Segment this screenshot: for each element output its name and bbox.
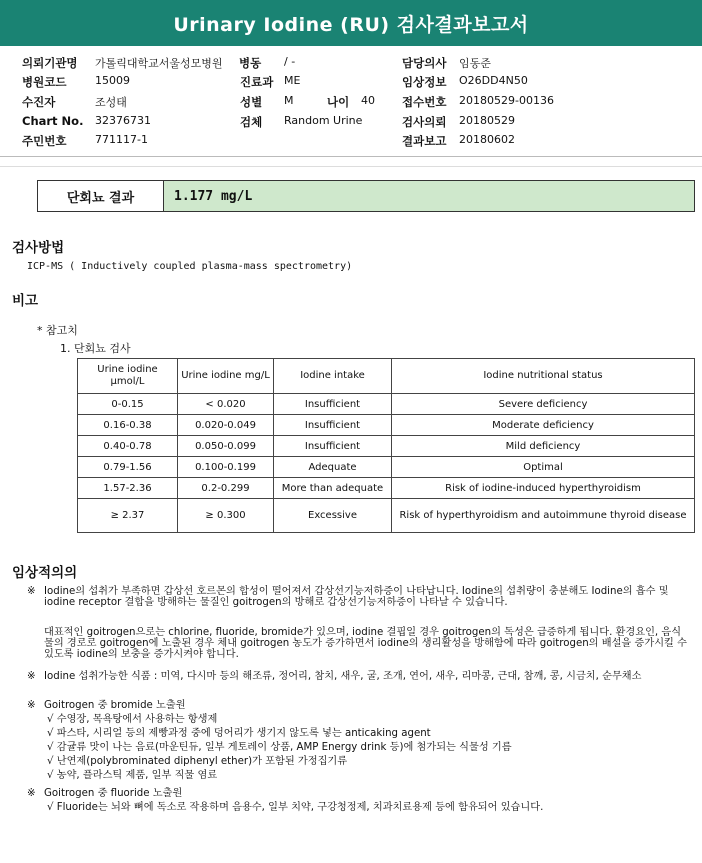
clinical-heading: 임상적의의	[12, 565, 78, 581]
receipt-label: 접수번호	[402, 95, 447, 109]
info-row-3	[22, 94, 554, 112]
table-cell: 0.40-0.78	[78, 436, 178, 457]
table-cell: Mild deficiency	[392, 436, 695, 457]
doctor-value: 임동준	[459, 57, 491, 70]
info-row-1	[22, 55, 491, 73]
ward-value: / -	[284, 55, 296, 68]
table-cell: 0.100-0.199	[178, 457, 274, 478]
table-cell: ≥ 0.300	[178, 499, 274, 533]
iodine-foods-text: Iodine 섭취가능한 식품 : 미역, 다시마 등의 해조류, 정어리, 참치, 새우, 굴, 조개, 연어, 새우, 리마콩, 근대, 참깨, 콩, 시금치, 순무채소	[44, 671, 642, 682]
note-mark: ※	[27, 700, 36, 711]
dept-label: 진료과	[240, 75, 274, 89]
age-value: 40	[361, 94, 375, 107]
table-cell: 0.020-0.049	[178, 415, 274, 436]
reference-table	[77, 358, 695, 533]
table-cell: < 0.020	[178, 394, 274, 415]
report-title: Urinary Iodine (RU) 검사결과보고서	[173, 13, 529, 36]
age-label: 나이	[327, 95, 350, 109]
sex-value: M	[284, 94, 294, 107]
table-cell: 0.16-0.38	[78, 415, 178, 436]
hospital-code-value: 15009	[95, 74, 130, 87]
table-row	[78, 478, 695, 499]
table-row	[78, 415, 695, 436]
table-row	[78, 457, 695, 478]
request-value: 20180529	[459, 114, 515, 127]
list-item: √ 파스타, 시리얼 등의 제빵과정 중에 덩어리가 생기지 않도록 넣는 anticaking agent	[47, 728, 431, 739]
table-header: Urine iodine μmol/L	[78, 359, 178, 394]
info-row-5	[22, 133, 515, 151]
fluoride-title: Goitrogen 중 fluoride 노출원	[44, 788, 183, 799]
clinical-text-2: 대표적인 goitrogen으로는 chlorine, fluoride, bromide가 있으며, iodine 결핍일 경우 goitrogen의 독성은 급증하게 됩니다. 환경요인, 음식물의 경로로 goitrogen에 노출된 경우 체내 goitrogen 농도가 증가하면서 iodine의 생리활성을 방해함에 따라 goitrogen의 배설을 증가시킬 수 있도록 iodine의 보충을 증가시켜야 합니다.	[44, 627, 687, 660]
table-cell: 0.050-0.099	[178, 436, 274, 457]
table-cell: 1.57-2.36	[78, 478, 178, 499]
sex-label: 성별	[240, 95, 263, 109]
ssn-value: 771117-1	[95, 133, 148, 146]
table-header-row	[78, 359, 695, 394]
table-cell: Risk of hyperthyroidism and autoimmune thyroid disease	[392, 499, 695, 533]
clinical-text-1: Iodine의 섭취가 부족하면 갑상선 호르몬의 합성이 떨어져서 갑상선기능저하증이 나타납니다. Iodine의 섭취량이 충분해도 Iodine의 흡수 및 iodine receptor 결합을 방해하는 물질인 goitrogen의 방해로 갑상선기능저하증이 나타날 수 있습니다.	[44, 586, 669, 608]
table-cell: ≥ 2.37	[78, 499, 178, 533]
table-row	[78, 436, 695, 457]
table-cell: Insufficient	[274, 436, 392, 457]
list-item: √ Fluoride는 뇌와 뼈에 독소로 작용하며 음용수, 일부 치약, 구강청정제, 치과치료용제 등에 함유되어 있습니다.	[47, 802, 544, 813]
institution-value: 가톨릭대학교서울성모병원	[95, 57, 223, 70]
bromide-section	[27, 700, 689, 781]
clinical-paragraph-2	[27, 627, 689, 660]
table-header: Iodine nutritional status	[392, 359, 695, 394]
table-cell: Moderate deficiency	[392, 415, 695, 436]
bromide-title: Goitrogen 중 bromide 노출원	[44, 700, 186, 711]
ssn-label: 주민번호	[22, 134, 67, 148]
note-mark: ※	[27, 586, 36, 597]
report-title-bar	[0, 0, 702, 46]
clinical-info-value: O26DD4N50	[459, 74, 528, 87]
table-cell: Risk of iodine-induced hyperthyroidism	[392, 478, 695, 499]
fluoride-section	[27, 788, 689, 813]
table-header: Iodine intake	[274, 359, 392, 394]
doctor-label: 담당의사	[402, 56, 447, 70]
receipt-value: 20180529-00136	[459, 94, 554, 107]
table-cell: 0.2-0.299	[178, 478, 274, 499]
chart-label: Chart No.	[22, 114, 84, 128]
specimen-label: 검체	[240, 115, 263, 129]
list-item: √ 농약, 플라스틱 제품, 일부 직물 염료	[47, 770, 218, 781]
table-row	[78, 394, 695, 415]
table-cell: 0.79-1.56	[78, 457, 178, 478]
request-label: 검사의뢰	[402, 115, 447, 129]
reference-title: * 참고치	[37, 324, 78, 337]
institution-label: 의뢰기관명	[22, 56, 78, 70]
table-cell: Adequate	[274, 457, 392, 478]
table-row	[78, 499, 695, 533]
note-mark: ※	[27, 671, 36, 682]
bromide-list	[44, 714, 689, 781]
note-mark: ※	[27, 788, 36, 799]
list-item: √ 감귤류 맛이 나는 음료(마운틴듀, 일부 게토레이 상품, AMP Energy drink 등)에 첨가되는 식물성 기름	[47, 742, 512, 753]
table-cell: More than adequate	[274, 478, 392, 499]
result-label: 단회뇨 결과	[38, 181, 164, 211]
result-box	[37, 180, 695, 212]
clinical-info-label: 임상정보	[402, 75, 447, 89]
clinical-paragraph-1	[27, 586, 689, 608]
specimen-value: Random Urine	[284, 114, 363, 127]
info-row-4	[22, 114, 515, 132]
patient-value: 조성태	[95, 96, 127, 109]
list-item: √ 난연제(polybrominated diphenyl ether)가 포함된 가정집기류	[47, 756, 348, 767]
result-value: 1.177 mg/L	[164, 181, 694, 211]
table-cell: Excessive	[274, 499, 392, 533]
divider	[0, 166, 702, 167]
table-cell: Optimal	[392, 457, 695, 478]
table-cell: Severe deficiency	[392, 394, 695, 415]
info-row-2	[22, 74, 528, 92]
table-cell: Insufficient	[274, 415, 392, 436]
hospital-code-label: 병원코드	[22, 75, 67, 89]
table-cell: 0-0.15	[78, 394, 178, 415]
list-item: √ 수영장, 목욕탕에서 사용하는 항생제	[47, 714, 218, 725]
ward-label: 병동	[239, 56, 262, 70]
reference-subtitle: 1. 단회뇨 검사	[60, 342, 131, 355]
dept-value: ME	[284, 74, 301, 87]
patient-label: 수진자	[22, 95, 56, 109]
method-text: ICP-MS ( Inductively coupled plasma-mass spectrometry)	[27, 261, 353, 272]
chart-value: 32376731	[95, 114, 151, 127]
clinical-paragraph-3	[27, 671, 689, 682]
report-date-value: 20180602	[459, 133, 515, 146]
divider	[0, 156, 702, 157]
method-heading: 검사방법	[12, 240, 65, 256]
remarks-heading: 비고	[12, 293, 39, 309]
table-cell: Insufficient	[274, 394, 392, 415]
report-date-label: 결과보고	[402, 134, 447, 148]
table-header: Urine iodine mg/L	[178, 359, 274, 394]
